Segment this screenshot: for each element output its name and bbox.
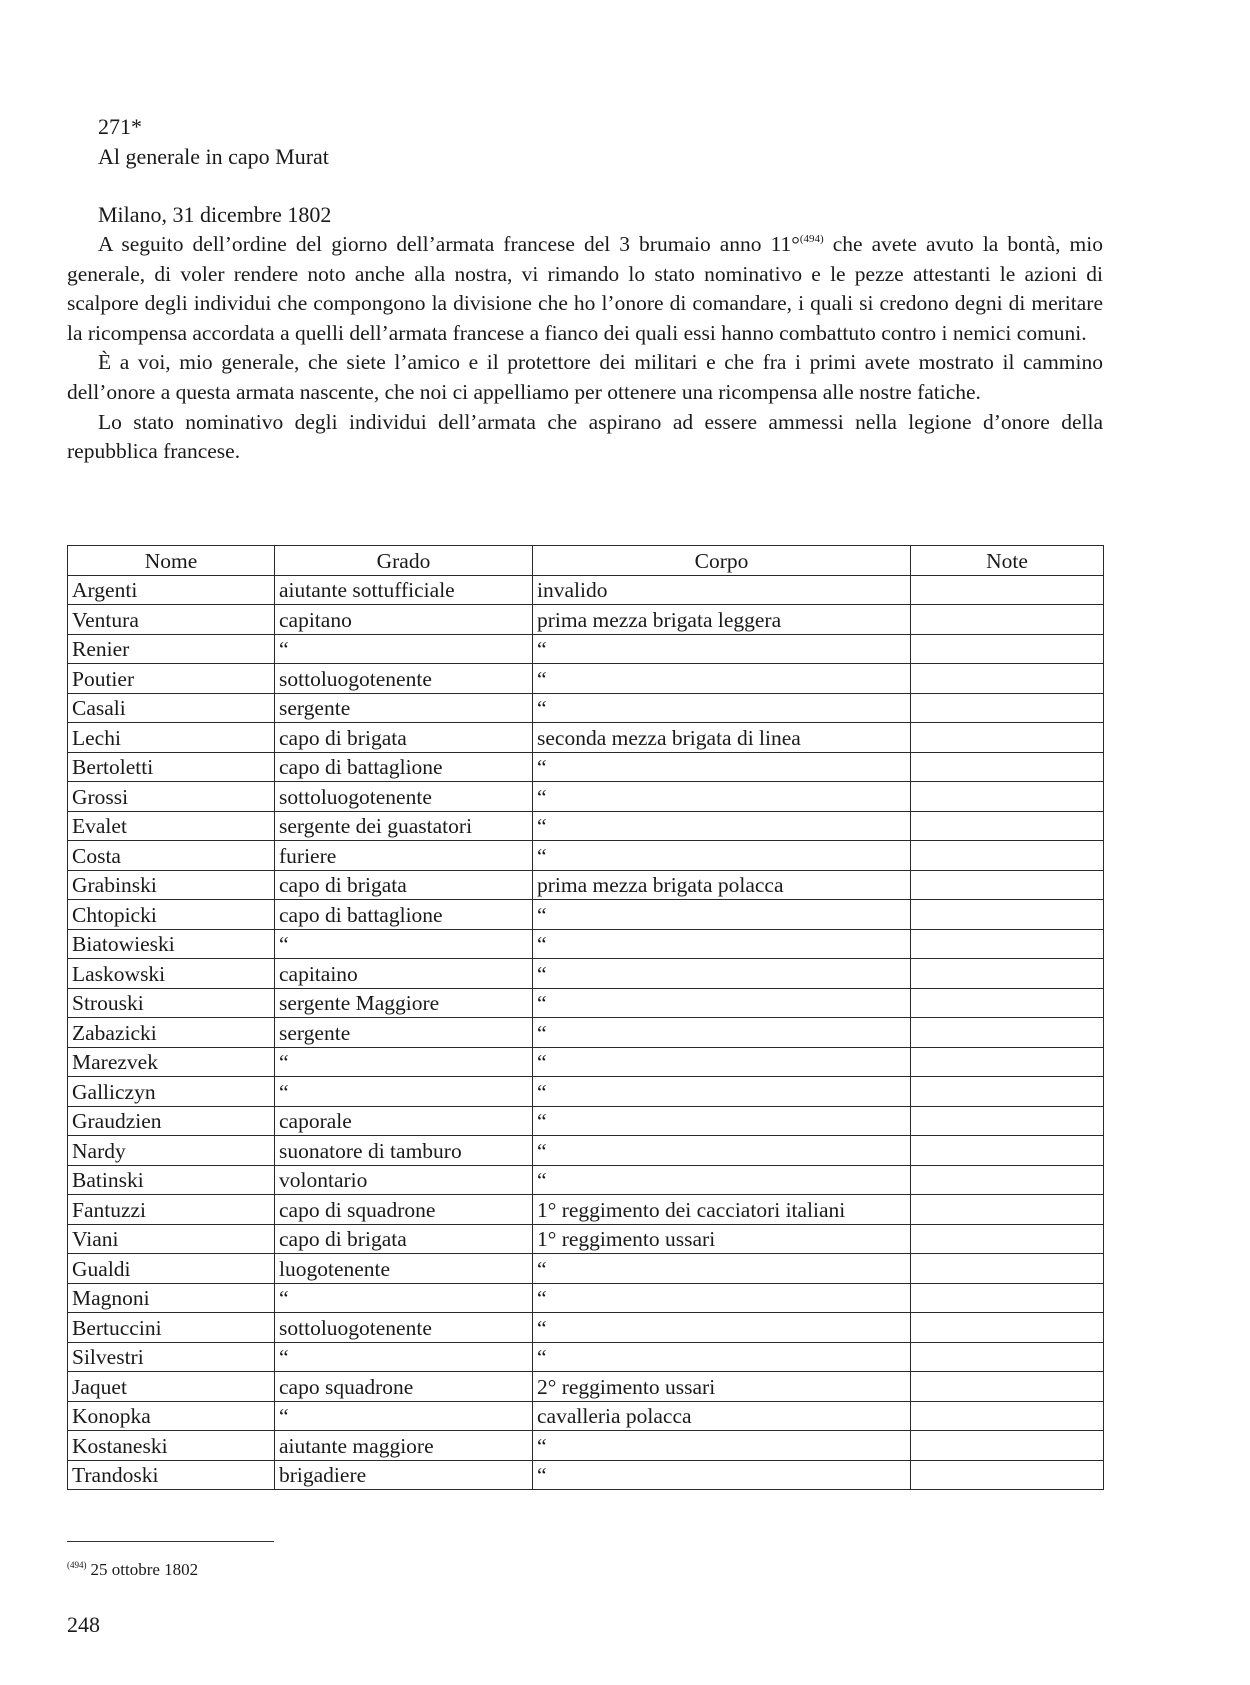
cell-grado: “ xyxy=(275,1283,533,1313)
header-grado: Grado xyxy=(275,546,533,576)
cell-grado: capo squadrone xyxy=(275,1372,533,1402)
cell-nome: Laskowski xyxy=(68,959,275,989)
header-corpo: Corpo xyxy=(533,546,911,576)
cell-nome: Viani xyxy=(68,1224,275,1254)
table-row xyxy=(68,752,1104,782)
cell-grado: “ xyxy=(275,1077,533,1107)
cell-note xyxy=(911,1342,1104,1372)
cell-corpo: “ xyxy=(533,841,911,871)
table-row xyxy=(68,1018,1104,1048)
cell-nome: Zabazicki xyxy=(68,1018,275,1048)
cell-nome: Lechi xyxy=(68,723,275,753)
cell-grado: sottoluogotenente xyxy=(275,782,533,812)
cell-nome: Fantuzzi xyxy=(68,1195,275,1225)
cell-grado: sergente xyxy=(275,693,533,723)
cell-grado: sergente Maggiore xyxy=(275,988,533,1018)
table-row xyxy=(68,929,1104,959)
cell-corpo: “ xyxy=(533,1254,911,1284)
table-row xyxy=(68,605,1104,635)
cell-grado: sergente dei guastatori xyxy=(275,811,533,841)
table-row xyxy=(68,1431,1104,1461)
cell-grado: aiutante maggiore xyxy=(275,1431,533,1461)
cell-corpo: “ xyxy=(533,664,911,694)
cell-note xyxy=(911,1313,1104,1343)
cell-nome: Marezvek xyxy=(68,1047,275,1077)
cell-nome: Grossi xyxy=(68,782,275,812)
document-number: 271* xyxy=(98,114,142,139)
letter-paragraph-3: Lo stato nominativo degli individui dell’armata che aspirano ad essere ammessi nella legione d’onore della repubblica francese. xyxy=(67,409,1103,464)
cell-corpo: “ xyxy=(533,988,911,1018)
cell-grado: capo di squadrone xyxy=(275,1195,533,1225)
table-row xyxy=(68,1283,1104,1313)
cell-note xyxy=(911,1106,1104,1136)
cell-corpo: “ xyxy=(533,1283,911,1313)
table-row xyxy=(68,1224,1104,1254)
cell-grado: caporale xyxy=(275,1106,533,1136)
cell-grado: capo di battaglione xyxy=(275,900,533,930)
cell-corpo: “ xyxy=(533,1106,911,1136)
cell-note xyxy=(911,811,1104,841)
cell-nome: Silvestri xyxy=(68,1342,275,1372)
cell-note xyxy=(911,752,1104,782)
cell-nome: Bertuccini xyxy=(68,1313,275,1343)
cell-grado: suonatore di tamburo xyxy=(275,1136,533,1166)
cell-note xyxy=(911,634,1104,664)
cell-nome: Nardy xyxy=(68,1136,275,1166)
cell-grado: sottoluogotenente xyxy=(275,1313,533,1343)
cell-note xyxy=(911,1136,1104,1166)
cell-note xyxy=(911,1401,1104,1431)
cell-grado: volontario xyxy=(275,1165,533,1195)
cell-nome: Ventura xyxy=(68,605,275,635)
footnote xyxy=(67,1553,198,1582)
cell-nome: Evalet xyxy=(68,811,275,841)
cell-corpo: cavalleria polacca xyxy=(533,1401,911,1431)
cell-note xyxy=(911,870,1104,900)
cell-nome: Magnoni xyxy=(68,1283,275,1313)
cell-note xyxy=(911,1254,1104,1284)
cell-note xyxy=(911,1195,1104,1225)
table-row xyxy=(68,1195,1104,1225)
cell-grado: “ xyxy=(275,929,533,959)
cell-corpo: “ xyxy=(533,900,911,930)
cell-corpo: “ xyxy=(533,811,911,841)
table-row xyxy=(68,959,1104,989)
cell-corpo: 2° reggimento ussari xyxy=(533,1372,911,1402)
cell-corpo: “ xyxy=(533,1077,911,1107)
cell-grado: “ xyxy=(275,1047,533,1077)
cell-note xyxy=(911,693,1104,723)
cell-nome: Jaquet xyxy=(68,1372,275,1402)
cell-grado: sottoluogotenente xyxy=(275,664,533,694)
table-row xyxy=(68,1401,1104,1431)
cell-grado: aiutante sottufficiale xyxy=(275,575,533,605)
table-row xyxy=(68,1106,1104,1136)
cell-corpo: “ xyxy=(533,959,911,989)
cell-grado: “ xyxy=(275,1342,533,1372)
cell-note xyxy=(911,900,1104,930)
header-note: Note xyxy=(911,546,1104,576)
cell-note xyxy=(911,988,1104,1018)
cell-grado: “ xyxy=(275,634,533,664)
cell-grado: luogotenente xyxy=(275,1254,533,1284)
cell-note xyxy=(911,1460,1104,1490)
cell-corpo: “ xyxy=(533,752,911,782)
table-row xyxy=(68,782,1104,812)
cell-corpo: “ xyxy=(533,1431,911,1461)
cell-grado: capo di brigata xyxy=(275,870,533,900)
cell-note xyxy=(911,841,1104,871)
cell-nome: Konopka xyxy=(68,1401,275,1431)
cell-corpo: “ xyxy=(533,1165,911,1195)
cell-corpo: invalido xyxy=(533,575,911,605)
cell-nome: Casali xyxy=(68,693,275,723)
page-number: 248 xyxy=(67,1612,100,1637)
letter-body xyxy=(67,230,1103,467)
table-row xyxy=(68,1136,1104,1166)
cell-grado: “ xyxy=(275,1401,533,1431)
nominative-roster-table xyxy=(67,545,1104,1490)
cell-grado: capo di battaglione xyxy=(275,752,533,782)
cell-nome: Renier xyxy=(68,634,275,664)
cell-nome: Gualdi xyxy=(68,1254,275,1284)
cell-grado: capo di brigata xyxy=(275,1224,533,1254)
cell-note xyxy=(911,664,1104,694)
table-row xyxy=(68,870,1104,900)
cell-note xyxy=(911,1431,1104,1461)
cell-corpo: “ xyxy=(533,1313,911,1343)
cell-note xyxy=(911,1018,1104,1048)
table-row xyxy=(68,1372,1104,1402)
cell-corpo: prima mezza brigata leggera xyxy=(533,605,911,635)
cell-corpo: “ xyxy=(533,1047,911,1077)
cell-corpo: “ xyxy=(533,1460,911,1490)
cell-grado: brigadiere xyxy=(275,1460,533,1490)
table-header-row xyxy=(68,546,1104,576)
cell-corpo: “ xyxy=(533,1342,911,1372)
table-row xyxy=(68,1165,1104,1195)
cell-note xyxy=(911,1224,1104,1254)
cell-nome: Graudzien xyxy=(68,1106,275,1136)
cell-note xyxy=(911,929,1104,959)
cell-corpo: seconda mezza brigata di linea xyxy=(533,723,911,753)
table-row xyxy=(68,1460,1104,1490)
table-row xyxy=(68,900,1104,930)
cell-grado: furiere xyxy=(275,841,533,871)
cell-note xyxy=(911,1372,1104,1402)
cell-nome: Grabinski xyxy=(68,870,275,900)
header-nome: Nome xyxy=(68,546,275,576)
letter-paragraph-2: È a voi, mio generale, che siete l’amico e il protettore dei militari e che fra i primi avete mostrato il cammino dell’onore a questa armata nascente, che noi ci appelliamo per ottenere una ricompensa alle nostre fatiche. xyxy=(67,350,1103,404)
cell-nome: Galliczyn xyxy=(68,1077,275,1107)
cell-corpo: “ xyxy=(533,1018,911,1048)
cell-note xyxy=(911,575,1104,605)
footnote-divider xyxy=(67,1541,274,1542)
cell-note xyxy=(911,1165,1104,1195)
table-row xyxy=(68,1047,1104,1077)
cell-note xyxy=(911,1077,1104,1107)
table-row xyxy=(68,1077,1104,1107)
cell-nome: Bertoletti xyxy=(68,752,275,782)
table-row xyxy=(68,988,1104,1018)
cell-note xyxy=(911,605,1104,635)
cell-corpo: “ xyxy=(533,634,911,664)
place-date-line: Milano, 31 dicembre 1802 xyxy=(98,202,332,227)
cell-corpo: prima mezza brigata polacca xyxy=(533,870,911,900)
cell-corpo: “ xyxy=(533,929,911,959)
table-body xyxy=(68,575,1104,1490)
cell-grado: sergente xyxy=(275,1018,533,1048)
footnote-marker: (494) xyxy=(67,1560,87,1570)
footnote-text: 25 ottobre 1802 xyxy=(90,1560,199,1579)
cell-corpo: “ xyxy=(533,782,911,812)
cell-nome: Chtopicki xyxy=(68,900,275,930)
table-row xyxy=(68,811,1104,841)
cell-corpo: 1° reggimento ussari xyxy=(533,1224,911,1254)
letter-paragraph-1: A seguito dell’ordine del giorno dell’armata francese del 3 brumaio anno 11°$^{(494)}$ che avete avuto la bontà, mio generale, di voler rendere noto anche alla nostra, vi rimando lo stato nominativo e le pezze attestanti le azioni di scalpore degli individui che compongono la divisione che ho l’onore di comandare, i quali si credono degni di meritare la ricompensa accordata a quelli dell’armata francese a fianco dei quali essi hanno combattuto contro i nemici comuni. xyxy=(67,232,1104,345)
cell-note xyxy=(911,959,1104,989)
cell-grado: capitaino xyxy=(275,959,533,989)
cell-corpo: 1° reggimento dei cacciatori italiani xyxy=(533,1195,911,1225)
table-row xyxy=(68,693,1104,723)
cell-note xyxy=(911,1047,1104,1077)
cell-grado: capo di brigata xyxy=(275,723,533,753)
table-row xyxy=(68,1342,1104,1372)
addressee-line: Al generale in capo Murat xyxy=(98,144,329,169)
table-row xyxy=(68,634,1104,664)
cell-nome: Kostaneski xyxy=(68,1431,275,1461)
cell-nome: Argenti xyxy=(68,575,275,605)
cell-nome: Poutier xyxy=(68,664,275,694)
cell-note xyxy=(911,723,1104,753)
cell-nome: Batinski xyxy=(68,1165,275,1195)
table-row xyxy=(68,664,1104,694)
cell-note xyxy=(911,1283,1104,1313)
table-row xyxy=(68,1313,1104,1343)
cell-nome: Biatowieski xyxy=(68,929,275,959)
table-row xyxy=(68,1254,1104,1284)
cell-grado: capitano xyxy=(275,605,533,635)
table-row xyxy=(68,575,1104,605)
cell-nome: Strouski xyxy=(68,988,275,1018)
cell-corpo: “ xyxy=(533,1136,911,1166)
cell-corpo: “ xyxy=(533,693,911,723)
footnote-reference: (494) xyxy=(799,233,824,245)
cell-nome: Costa xyxy=(68,841,275,871)
table-row xyxy=(68,723,1104,753)
cell-nome: Trandoski xyxy=(68,1460,275,1490)
cell-note xyxy=(911,782,1104,812)
table-row xyxy=(68,841,1104,871)
